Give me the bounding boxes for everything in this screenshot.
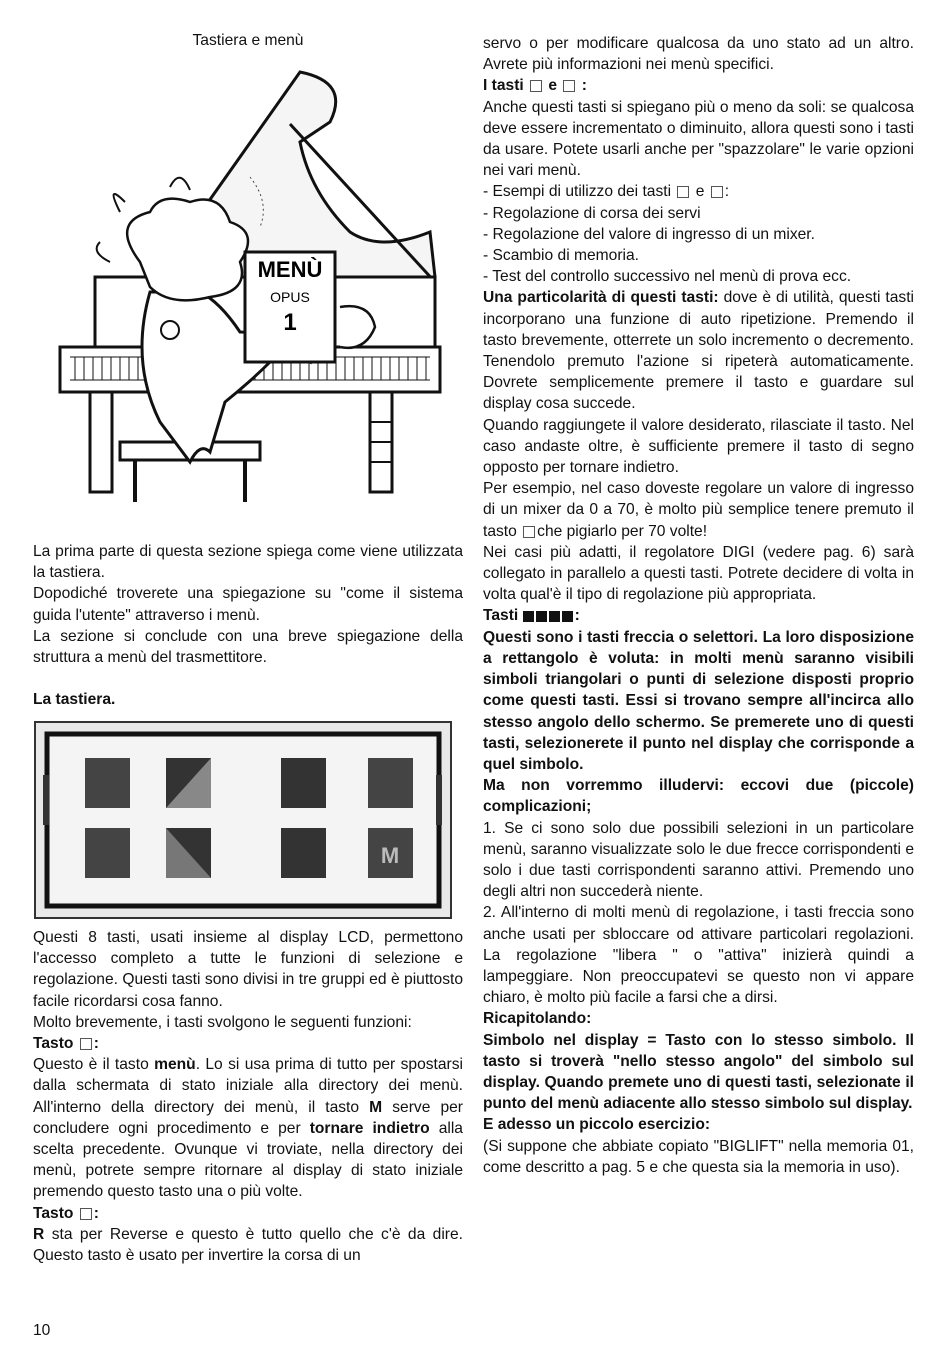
r-key-icon	[80, 1208, 92, 1220]
key-arrow-icon	[281, 758, 326, 808]
list-item: - Regolazione di corsa dei servi	[483, 204, 701, 222]
left-column-lower	[33, 927, 463, 1266]
list-item: - Scambio di memoria.	[483, 247, 639, 265]
piano-leg	[90, 392, 112, 492]
paragraph: 1. Se ci sono solo due possibili selezioni in un particolare menù, saranno visualizzate solo le due frecce corrispondenti e solo i due tasti corrispondenti saranno attivi. Premendo uno degli altri non succederà niente.	[483, 819, 914, 901]
intro-paragraph: La prima parte di questa sezione spiega come viene utilizzata la tastiera.	[33, 543, 463, 582]
plus-key-icon	[677, 186, 689, 198]
paragraph: Questi sono i tasti freccia o selettori. La loro disposizione a rettangolo è voluta: in molti menù saranno visibili simboli triangolari o punti di selezione disposti proprio come questi tasti. Essi si trovano sempre all'incirca allo stesso angolo dello schermo. Se premerete uno di questi tasti, selezionerete il punto nel display che corrisponde a quel simbolo.	[483, 628, 914, 773]
paragraph: (Si suppone che abbiate copiato "BIGLIFT" nella memoria 01, come descritto a pag. 5 e che questa sia la memoria in uso).	[483, 1137, 914, 1176]
arrow-key-icon	[523, 611, 534, 622]
paragraph: Anche questi tasti si spiegano più o meno da soli: se qualcosa deve essere incrementato o diminuito, allora questi sono i tasti da usare. Potete usarli anche per "spazzolare" le varie opzioni nei vari menù.	[483, 98, 914, 180]
arrow-key-icon	[536, 611, 547, 622]
minus-key-icon	[563, 80, 575, 92]
pianist-illustration	[50, 62, 450, 502]
tasto-r-heading: Tasto :	[33, 1204, 99, 1222]
m-key-icon	[80, 1038, 92, 1050]
paragraph: 2. All'interno di molti menù di regolazione, i tasti freccia sono anche usati per sbloccare od attivare particolari regolazioni. La regolazione "libera " o "attiva" inizierà quindi a lampeggiare. Non preoccupatevi se questo non vi appare chiaro, è molto più facile a farsi che a dirsi.	[483, 904, 914, 1007]
key-plus-icon	[85, 758, 130, 808]
keys-intro: Questi 8 tasti, usati insieme al display LCD, permettono l'accesso completo a tutte le funzioni di selezione e regolazione. Questi tasti sono divisi in tre gruppi ed è piuttosto facile ricordarsi cosa fanno.	[33, 929, 463, 1010]
keys-brief: Molto brevemente, i tasti svolgono le seguenti funzioni:	[33, 1013, 412, 1031]
tasto-r-paragraph: R sta per Reverse e questo è tutto quello che c'è da dire. Questo tasto è usato per invertire la corsa di un	[33, 1225, 463, 1265]
key-minus-icon	[85, 828, 130, 878]
menu-sign-title: MENÙ	[257, 257, 323, 282]
tasti-arrow-heading: Tasti :	[483, 607, 580, 625]
paragraph: Ma non vorremmo illudervi: eccovi due (piccole) complicazioni;	[483, 777, 914, 816]
tasto-m-paragraph: Questo è il tasto menù. Lo si usa prima di tutto per spostarsi dalla schermata di stato iniziale alla directory dei menù. All'interno della directory dei menù, il tasto M serve per concludere ogni procedimento e per tornare indietro alla scelta precedente. Ovunque vi troviate, nella directory dei menù, potrete sempre ritornare al display di stato iniziale premendo questo tasto una o più volte.	[33, 1056, 463, 1201]
right-column	[483, 33, 914, 1178]
tasto-m-heading: Tasto :	[33, 1035, 99, 1053]
arrow-key-icon	[549, 611, 560, 622]
intro-paragraph: Dopodiché troverete una spiegazione su "come il sistema guida l'utente" attraverso i menù.	[33, 585, 463, 624]
exercise-heading: E adesso un piccolo esercizio:	[483, 1116, 711, 1134]
list-item: - Esempi di utilizzo dei tasti e :	[483, 183, 730, 201]
list-item: - Test del controllo successivo nel menù di prova ecc.	[483, 268, 852, 286]
tasti-plus-minus-heading: I tasti e :	[483, 77, 587, 95]
key-arrow-icon	[166, 758, 211, 808]
arrow-key-icon	[562, 611, 573, 622]
plus-key-icon	[530, 80, 542, 92]
paragraph: Nei casi più adatti, il regolatore DIGI (vedere pag. 6) sarà collegato in parallelo a questi tasti. Potrete decidere di volta in volta qual'è il tipo di regolazione più appropriata.	[483, 543, 914, 604]
page-title: Tastiera e menù	[192, 32, 304, 49]
paragraph: Per esempio, nel caso doveste regolare un valore di ingresso di un mixer da 0 a 70, è molto più semplice tenere premuto il tasto che pigiarlo per 70 volte!	[483, 480, 914, 540]
key-arrow-icon	[166, 828, 211, 878]
paragraph: Una particolarità di questi tasti: dove è di utilità, questi tasti incorporano una funzione di auto ripetizione. Premendo il tasto brevemente, otterrete un solo incremento o decremento. Tenendolo premuto l'azione si ripeterà automaticamente. Dovrete semplicemente premere il tasto e guardare sul display cosa succede.	[483, 289, 914, 413]
recap-heading: Ricapitolando:	[483, 1010, 592, 1028]
menu-sign-subtitle: OPUS	[270, 289, 310, 305]
keyboard-heading: La tastiera.	[33, 691, 116, 709]
keypad-illustration	[33, 720, 453, 920]
intro-paragraph: La sezione si conclude con una breve spiegazione della struttura a menù del trasmettitore.	[33, 627, 463, 667]
paragraph: Quando raggiungete il valore desiderato, rilasciate il tasto. Nel caso andaste oltre, è sufficiente premere il tasto di segno opposto per tornare indietro.	[483, 416, 914, 477]
key-arrow-icon	[281, 828, 326, 878]
key-r-icon	[368, 758, 413, 808]
page-number: 10	[33, 1322, 51, 1339]
plus-key-icon	[523, 526, 535, 538]
minus-key-icon	[711, 186, 723, 198]
svg-text:M: M	[380, 843, 400, 868]
list-item: - Regolazione del valore di ingresso di un mixer.	[483, 225, 815, 243]
paragraph: servo o per modificare qualcosa da uno stato ad un altro. Avrete più informazioni nei menù specifici.	[483, 35, 914, 74]
paragraph: Simbolo nel display = Tasto con lo stesso simbolo. Il tasto si troverà "nello stesso angolo" del simbolo sul display. Quando premete uno di questi tasti, selezionate il punto del menù adiacente allo stesso simbolo sul display.	[483, 1031, 914, 1113]
left-column	[33, 541, 463, 710]
menu-sign-number: 1	[283, 309, 297, 336]
key-m-icon	[368, 828, 413, 878]
